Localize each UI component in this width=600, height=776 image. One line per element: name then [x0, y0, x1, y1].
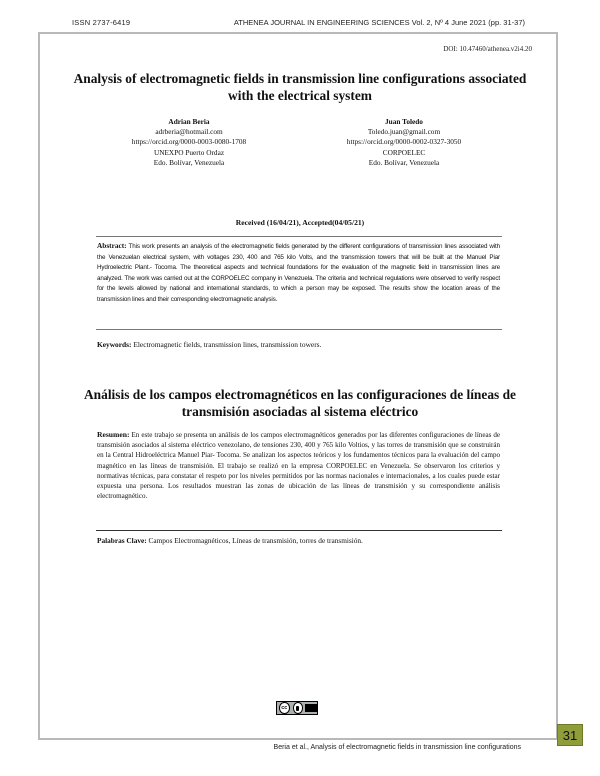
resumen-label: Resumen:: [97, 430, 130, 439]
paper-title-english: Analysis of electromagnetic fields in transmission line configurations associated with the electrical system: [73, 71, 527, 103]
palabras-clave-label: Palabras Clave:: [97, 536, 147, 545]
divider: [96, 329, 502, 330]
divider: [96, 530, 502, 531]
palabras-clave: [97, 536, 500, 545]
author-institution: UNEXPO Puerto Ordaz: [153, 147, 225, 157]
author-name: Adrian Beria: [168, 117, 210, 126]
header-issn: ISSN 2737-6419: [72, 18, 131, 27]
header-journal: ATHENEA JOURNAL IN ENGINEERING SCIENCES Vol. 2, Nº 4 June 2021 (pp. 31-37): [233, 18, 525, 27]
palabras-clave-text: Campos Electromagnéticos, Líneas de transmisión, torres de transmisión.: [148, 536, 363, 545]
keywords-label: Keywords:: [97, 340, 132, 349]
abstract: [97, 241, 500, 306]
paper-title-spanish: Análisis de los campos electromagnéticos en las configuraciones de líneas de transmisión asociadas al sistema eléctrico: [84, 387, 516, 419]
author-email[interactable]: Toledo.juan@gmail.com: [367, 127, 441, 137]
author-1: [94, 117, 284, 168]
author-location: Edo. Bolívar, Venezuela: [153, 157, 225, 167]
creative-commons-license-badge[interactable]: [276, 701, 318, 715]
author-location: Edo. Bolívar, Venezuela: [368, 157, 440, 167]
divider: [96, 236, 502, 237]
abstract-text: This work presents an analysis of the electromagnetic fields generated by the different configurations of transmission lines associated with the Venezuelan electrical system, with voltages 230, 400 and 765 kilo Volts, and the transmission towers that will be built at the Manuel Piar Hydroelectric Plant.- Tocoma. The theoretical aspects and technical foundations for the evaluation of the magnetic field in transmission lines are analyzed. The work was carried out at the CORPOELEC company in Venezuela. The criteria and technical regulations were observed to verify respect for the levels allowed by national and international standards, to which a person may be exposed. The results show the location areas of the transmission lines and their corresponding electromagnetic analysis.: [97, 243, 500, 303]
author-orcid-link[interactable]: https://orcid.org/0000-0003-0080-1708: [131, 137, 247, 147]
cc-icon: cc: [279, 702, 290, 714]
attribution-icon: [293, 702, 304, 714]
author-orcid-link[interactable]: https://orcid.org/0000-0002-0327-3050: [346, 137, 462, 147]
page-number: 31: [557, 724, 583, 746]
doi: DOI: 10.47460/athenea.v2i4.20: [443, 45, 532, 53]
received-accepted-dates: Received (16/04/21), Accepted(04/05/21): [235, 218, 365, 227]
author-email[interactable]: adrberia@hotmail.com: [155, 127, 223, 137]
keywords-text: Electromagnetic fields, transmission lines, transmission towers.: [133, 340, 322, 349]
resumen: [97, 430, 500, 501]
author-name: Juan Toledo: [385, 117, 423, 126]
author-institution: CORPOELEC: [382, 147, 426, 157]
footer-citation: Beria et al., Analysis of electromagnetic fields in transmission line configurations: [273, 744, 521, 751]
resumen-text: En este trabajo se presenta un análisis de los campos electromagnéticos generados por las diferentes configuraciones de líneas de transmisión asociados al sistema eléctrico venezolano, de tensiones 230, 400 y 765 kilo Voltios, y las torres de transmisión que se construirán en la Central Hidroeléctrica Manuel Piar- Tocoma. Se analizan los aspectos teóricos y los fundamentos técnicos para la evaluación del campo magnético en las líneas de transmisión. El trabajo se realizó en la empresa CORPOELEC en Venezuela. Se observaron los criterios y normativas técnicas, para constatar el respeto por los niveles permitidos por las normas nacionales e internacionales, a los cuales puede estar expuesta una persona. Los resultados muestran las zonas de ubicación de las líneas de transmisión y su correspondiente análisis electromagnético.: [97, 431, 500, 501]
author-2: [306, 117, 502, 168]
license-bar-icon: [305, 704, 317, 712]
keywords: [97, 340, 500, 349]
abstract-label: Abstract:: [97, 241, 127, 250]
